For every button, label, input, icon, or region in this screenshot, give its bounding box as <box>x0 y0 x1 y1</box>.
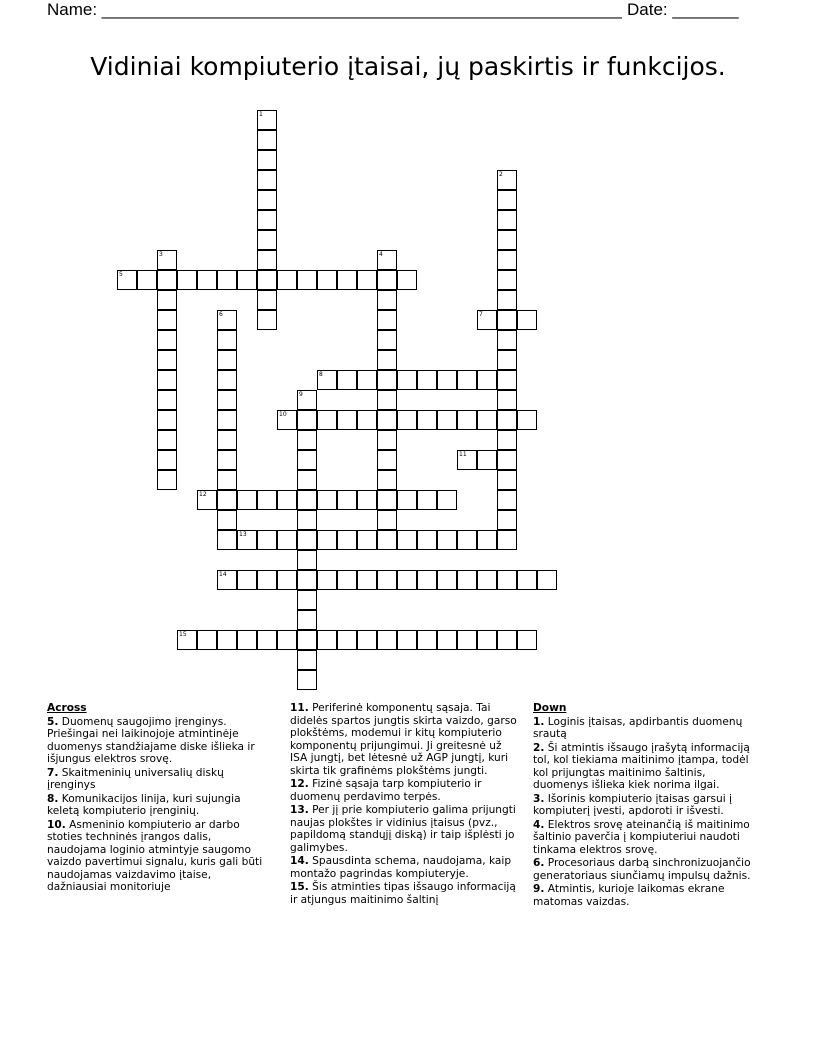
grid-cell[interactable] <box>157 270 177 290</box>
grid-cell[interactable] <box>417 570 437 590</box>
down-clues-column <box>533 702 763 909</box>
clue-number: 8. <box>47 792 59 805</box>
grid-cell[interactable] <box>377 490 397 510</box>
grid-cell[interactable] <box>357 630 377 650</box>
grid-cell[interactable] <box>397 270 417 290</box>
grid-cell[interactable] <box>257 250 277 270</box>
grid-cell[interactable] <box>217 450 237 470</box>
clue-across-5 <box>47 716 272 766</box>
grid-cell[interactable] <box>297 510 317 530</box>
grid-cell[interactable] <box>397 630 417 650</box>
grid-cell[interactable] <box>337 410 357 430</box>
cell-number: 2 <box>499 171 503 178</box>
grid-cell[interactable] <box>257 570 277 590</box>
grid-cell[interactable] <box>337 490 357 510</box>
grid-cell[interactable] <box>497 310 517 330</box>
clue-number: 5. <box>47 715 59 728</box>
clue-down-9 <box>533 883 763 908</box>
grid-cell[interactable] <box>497 410 517 430</box>
grid-cell[interactable] <box>317 630 337 650</box>
grid-cell[interactable] <box>217 310 237 330</box>
grid-cell[interactable] <box>277 410 297 430</box>
grid-cell[interactable] <box>397 530 417 550</box>
name-field[interactable]: Name: _______________________________________________________ <box>47 0 622 19</box>
cell-number: 3 <box>159 251 163 258</box>
clue-number: 2. <box>533 741 545 754</box>
grid-cell[interactable] <box>497 350 517 370</box>
across-clues-continued <box>290 702 522 907</box>
grid-cell[interactable] <box>377 510 397 530</box>
grid-cell[interactable] <box>377 270 397 290</box>
clue-across-14 <box>290 855 522 880</box>
clue-number: 7. <box>47 766 59 779</box>
clue-across-7 <box>47 767 272 792</box>
grid-cell[interactable] <box>237 630 257 650</box>
grid-cell[interactable] <box>157 470 177 490</box>
grid-cell[interactable] <box>297 430 317 450</box>
grid-cell[interactable] <box>357 370 377 390</box>
clue-text: Duomenų saugojimo įrenginys. Priešingai nei laikinojoje atmintinėje duomenys standžiajame diske išlieka ir išjungus elektros srovę. <box>47 715 255 765</box>
grid-cell[interactable] <box>357 570 377 590</box>
grid-cell[interactable] <box>457 410 477 430</box>
cell-number: 12 <box>199 491 207 498</box>
grid-cell[interactable] <box>217 370 237 390</box>
grid-cell[interactable] <box>237 530 257 550</box>
grid-cell[interactable] <box>297 470 317 490</box>
grid-cell[interactable] <box>217 270 237 290</box>
grid-cell[interactable] <box>377 450 397 470</box>
cell-number: 1 <box>259 111 263 118</box>
grid-cell[interactable] <box>477 410 497 430</box>
grid-cell[interactable] <box>497 230 517 250</box>
clue-across-15 <box>290 881 522 906</box>
grid-cell[interactable] <box>497 430 517 450</box>
grid-cell[interactable] <box>397 410 417 430</box>
grid-cell[interactable] <box>417 530 437 550</box>
clue-number: 12. <box>290 778 309 790</box>
grid-cell[interactable] <box>217 630 237 650</box>
grid-cell[interactable] <box>217 510 237 530</box>
cell-number: 6 <box>219 311 223 318</box>
grid-cell[interactable] <box>257 490 277 510</box>
grid-cell[interactable] <box>217 430 237 450</box>
clue-down-2 <box>533 742 763 792</box>
grid-cell[interactable] <box>217 410 237 430</box>
clue-number: 11. <box>290 702 309 714</box>
grid-cell[interactable] <box>217 490 237 510</box>
grid-cell[interactable] <box>297 550 317 570</box>
grid-cell[interactable] <box>497 270 517 290</box>
clue-number: 13. <box>290 804 309 816</box>
grid-cell[interactable] <box>197 270 217 290</box>
grid-cell[interactable] <box>257 290 277 310</box>
grid-cell[interactable] <box>397 370 417 390</box>
grid-cell[interactable] <box>317 370 337 390</box>
grid-cell[interactable] <box>257 270 277 290</box>
clue-text: Šis atminties tipas išsaugo informaciją ir atjungus maitinimo šaltinį <box>290 881 516 906</box>
grid-cell[interactable] <box>317 410 337 430</box>
clue-text: Procesoriaus darbą sinchronizuojančio generatoriaus siunčiamų impulsų dažnis. <box>533 857 751 882</box>
clue-number: 9. <box>533 883 545 895</box>
grid-cell[interactable] <box>157 310 177 330</box>
grid-cell[interactable] <box>377 370 397 390</box>
grid-cell[interactable] <box>217 570 237 590</box>
grid-cell[interactable] <box>377 630 397 650</box>
grid-cell[interactable] <box>497 330 517 350</box>
clue-text: Periferinė komponentų sąsaja. Tai didelės spartos jungtis skirta vaizdo, garso plokštėms, modemui ir kitų kompiuterio komponentų prijungimui. Ji greitesnė už ISA jungtį, bet lėtesnė už AGP jungtį, kuri skirta tik grafinėms plokštėms jungti. <box>290 702 517 777</box>
grid-cell[interactable] <box>437 490 457 510</box>
grid-cell[interactable] <box>377 570 397 590</box>
grid-cell[interactable] <box>477 530 497 550</box>
cell-number: 11 <box>459 451 467 458</box>
grid-cell[interactable] <box>297 450 317 470</box>
grid-cell[interactable] <box>317 270 337 290</box>
clue-text: Skaitmeninių universalių diskų įrenginys <box>47 766 224 791</box>
cell-number: 13 <box>239 531 247 538</box>
clue-text: Išorinis kompiuterio įtaisas garsui į kompiuterį įvesti, apdoroti ir išvesti. <box>533 792 732 817</box>
clue-across-13 <box>290 804 522 854</box>
grid-cell[interactable] <box>437 410 457 430</box>
grid-cell[interactable] <box>457 530 477 550</box>
cell-number: 10 <box>279 411 287 418</box>
cell-number: 15 <box>179 631 187 638</box>
clue-text: Spausdinta schema, naudojama, kaip montažo pagrindas kompiuteryje. <box>290 855 512 880</box>
grid-cell[interactable] <box>237 570 257 590</box>
clue-number: 4. <box>533 818 545 831</box>
grid-cell[interactable] <box>317 570 337 590</box>
grid-cell[interactable] <box>497 250 517 270</box>
grid-cell[interactable] <box>217 330 237 350</box>
grid-cell[interactable] <box>437 630 457 650</box>
grid-cell[interactable] <box>117 270 137 290</box>
grid-cell[interactable] <box>257 130 277 150</box>
cell-number: 8 <box>319 371 323 378</box>
clue-down-6 <box>533 857 763 882</box>
grid-cell[interactable] <box>497 370 517 390</box>
grid-cell[interactable] <box>297 410 317 430</box>
cell-number: 9 <box>299 391 303 398</box>
grid-cell[interactable] <box>157 290 177 310</box>
clue-text: Atmintis, kurioje laikomas ekrane matomas vaizdas. <box>533 883 725 908</box>
clue-across-8 <box>47 793 272 818</box>
grid-cell[interactable] <box>397 490 417 510</box>
across-clues-column <box>47 702 272 895</box>
cell-number: 4 <box>379 251 383 258</box>
clue-text: Elektros srovę ateinančią iš maitinimo šaltinio paverčia į kompiuteriui naudoti tinkama elektros srovę. <box>533 818 750 856</box>
grid-cell[interactable] <box>437 570 457 590</box>
clue-text: Komunikacijos linija, kuri sujungia keletą kompiuterio įrenginių. <box>47 792 241 817</box>
grid-cell[interactable] <box>217 390 237 410</box>
grid-cell[interactable] <box>217 530 237 550</box>
grid-cell[interactable] <box>377 410 397 430</box>
grid-cell[interactable] <box>257 630 277 650</box>
grid-cell[interactable] <box>517 570 537 590</box>
grid-cell[interactable] <box>257 210 277 230</box>
grid-cell[interactable] <box>137 270 157 290</box>
clue-down-4 <box>533 819 763 857</box>
grid-cell[interactable] <box>297 610 317 630</box>
down-heading: Down <box>533 702 567 714</box>
grid-cell[interactable] <box>337 370 357 390</box>
grid-cell[interactable] <box>497 570 517 590</box>
grid-cell[interactable] <box>477 570 497 590</box>
grid-cell[interactable] <box>157 410 177 430</box>
grid-cell[interactable] <box>377 430 397 450</box>
grid-cell[interactable] <box>297 590 317 610</box>
grid-cell[interactable] <box>357 490 377 510</box>
grid-cell[interactable] <box>177 630 197 650</box>
clue-down-1 <box>533 716 763 741</box>
grid-cell[interactable] <box>257 530 277 550</box>
grid-cell[interactable] <box>457 450 477 470</box>
grid-cell[interactable] <box>377 330 397 350</box>
grid-cell[interactable] <box>337 630 357 650</box>
clue-text: Asmeninio kompiuterio ar darbo stoties techninės įrangos dalis, naudojama loginio atmintyje saugomo vaizdo pavertimui signalu, kuris gali būti naudojamas vaizdavimo įtaise, dažniausiai monitoriuje <box>47 818 263 893</box>
grid-cell[interactable] <box>497 210 517 230</box>
grid-cell[interactable] <box>257 310 277 330</box>
grid-cell[interactable] <box>257 150 277 170</box>
grid-cell[interactable] <box>297 270 317 290</box>
grid-cell[interactable] <box>517 630 537 650</box>
grid-cell[interactable] <box>157 450 177 470</box>
grid-cell[interactable] <box>297 630 317 650</box>
clue-text: Fizinė sąsaja tarp kompiuterio ir duomenų perdavimo terpės. <box>290 778 482 803</box>
grid-cell[interactable] <box>397 570 417 590</box>
grid-cell[interactable] <box>297 570 317 590</box>
clue-number: 14. <box>290 855 309 867</box>
grid-cell[interactable] <box>157 250 177 270</box>
clue-text: Loginis įtaisas, apdirbantis duomenų srautą <box>533 715 743 740</box>
grid-cell[interactable] <box>337 570 357 590</box>
grid-cell[interactable] <box>297 490 317 510</box>
clue-text: Per jį prie kompiuterio galima prijungti naujas plokštes ir vidinius įtaisus (pvz., papildomą standųjį diską) ir taip išplėsti jo galimybes. <box>290 804 516 854</box>
grid-cell[interactable] <box>537 570 557 590</box>
grid-cell[interactable] <box>477 450 497 470</box>
grid-cell[interactable] <box>417 490 437 510</box>
page-title: Vidiniai kompiuterio įtaisai, jų paskirtis ir funkcijos. <box>90 52 726 81</box>
grid-cell[interactable] <box>497 510 517 530</box>
grid-cell[interactable] <box>417 410 437 430</box>
clue-number: 3. <box>533 792 545 805</box>
grid-cell[interactable] <box>477 630 497 650</box>
grid-cell[interactable] <box>197 630 217 650</box>
grid-cell[interactable] <box>357 270 377 290</box>
grid-cell[interactable] <box>457 570 477 590</box>
grid-cell[interactable] <box>377 470 397 490</box>
grid-cell[interactable] <box>177 270 197 290</box>
grid-cell[interactable] <box>257 110 277 130</box>
grid-cell[interactable] <box>357 410 377 430</box>
grid-cell[interactable] <box>417 370 437 390</box>
grid-cell[interactable] <box>497 530 517 550</box>
clue-across-12 <box>290 778 522 803</box>
clue-across-11 <box>290 702 522 777</box>
grid-cell[interactable] <box>377 290 397 310</box>
grid-cell[interactable] <box>497 630 517 650</box>
grid-cell[interactable] <box>497 170 517 190</box>
grid-cell[interactable] <box>497 470 517 490</box>
grid-cell[interactable] <box>497 390 517 410</box>
grid-cell[interactable] <box>217 470 237 490</box>
grid-cell[interactable] <box>157 350 177 370</box>
clue-text: Ši atmintis išsaugo įrašytą informaciją tol, kol tiekiama maitinimo įtampa, todėl kol prijungtas maitinimo šaltinis, duomenys išlieka kiek norima ilgai. <box>533 741 750 791</box>
grid-cell[interactable] <box>377 310 397 330</box>
clue-number: 15. <box>290 881 309 893</box>
grid-cell[interactable] <box>297 670 317 690</box>
grid-cell[interactable] <box>497 450 517 470</box>
grid-cell[interactable] <box>157 430 177 450</box>
grid-cell[interactable] <box>197 490 217 510</box>
grid-cell[interactable] <box>217 350 237 370</box>
grid-cell[interactable] <box>377 390 397 410</box>
grid-cell[interactable] <box>337 530 357 550</box>
grid-cell[interactable] <box>317 490 337 510</box>
grid-cell[interactable] <box>157 370 177 390</box>
grid-cell[interactable] <box>457 630 477 650</box>
grid-cell[interactable] <box>277 270 297 290</box>
grid-cell[interactable] <box>437 370 457 390</box>
grid-cell[interactable] <box>377 350 397 370</box>
clue-number: 6. <box>533 857 545 869</box>
grid-cell[interactable] <box>237 270 257 290</box>
grid-cell[interactable] <box>337 270 357 290</box>
grid-cell[interactable] <box>497 190 517 210</box>
grid-cell[interactable] <box>297 390 317 410</box>
date-field[interactable]: Date: _______ <box>627 0 739 19</box>
grid-cell[interactable] <box>277 570 297 590</box>
grid-cell[interactable] <box>237 490 257 510</box>
grid-cell[interactable] <box>517 310 537 330</box>
grid-cell[interactable] <box>357 530 377 550</box>
grid-cell[interactable] <box>377 250 397 270</box>
grid-cell[interactable] <box>277 630 297 650</box>
grid-cell[interactable] <box>497 490 517 510</box>
grid-cell[interactable] <box>457 370 477 390</box>
grid-cell[interactable] <box>297 530 317 550</box>
grid-cell[interactable] <box>437 530 457 550</box>
clue-across-10 <box>47 819 272 894</box>
clue-number: 10. <box>47 818 66 831</box>
cell-number: 5 <box>119 271 123 278</box>
grid-cell[interactable] <box>517 410 537 430</box>
grid-cell[interactable] <box>257 230 277 250</box>
cell-number: 14 <box>219 571 227 578</box>
grid-cell[interactable] <box>417 630 437 650</box>
grid-cell[interactable] <box>257 170 277 190</box>
across-heading: Across <box>47 702 87 714</box>
grid-cell[interactable] <box>277 530 297 550</box>
grid-cell[interactable] <box>477 370 497 390</box>
clue-number: 1. <box>533 715 545 728</box>
grid-cell[interactable] <box>157 330 177 350</box>
grid-cell[interactable] <box>497 290 517 310</box>
grid-cell[interactable] <box>477 310 497 330</box>
grid-cell[interactable] <box>317 530 337 550</box>
grid-cell[interactable] <box>297 650 317 670</box>
clue-down-3 <box>533 793 763 818</box>
grid-cell[interactable] <box>257 190 277 210</box>
grid-cell[interactable] <box>277 490 297 510</box>
cell-number: 7 <box>479 311 483 318</box>
grid-cell[interactable] <box>157 390 177 410</box>
grid-cell[interactable] <box>377 530 397 550</box>
